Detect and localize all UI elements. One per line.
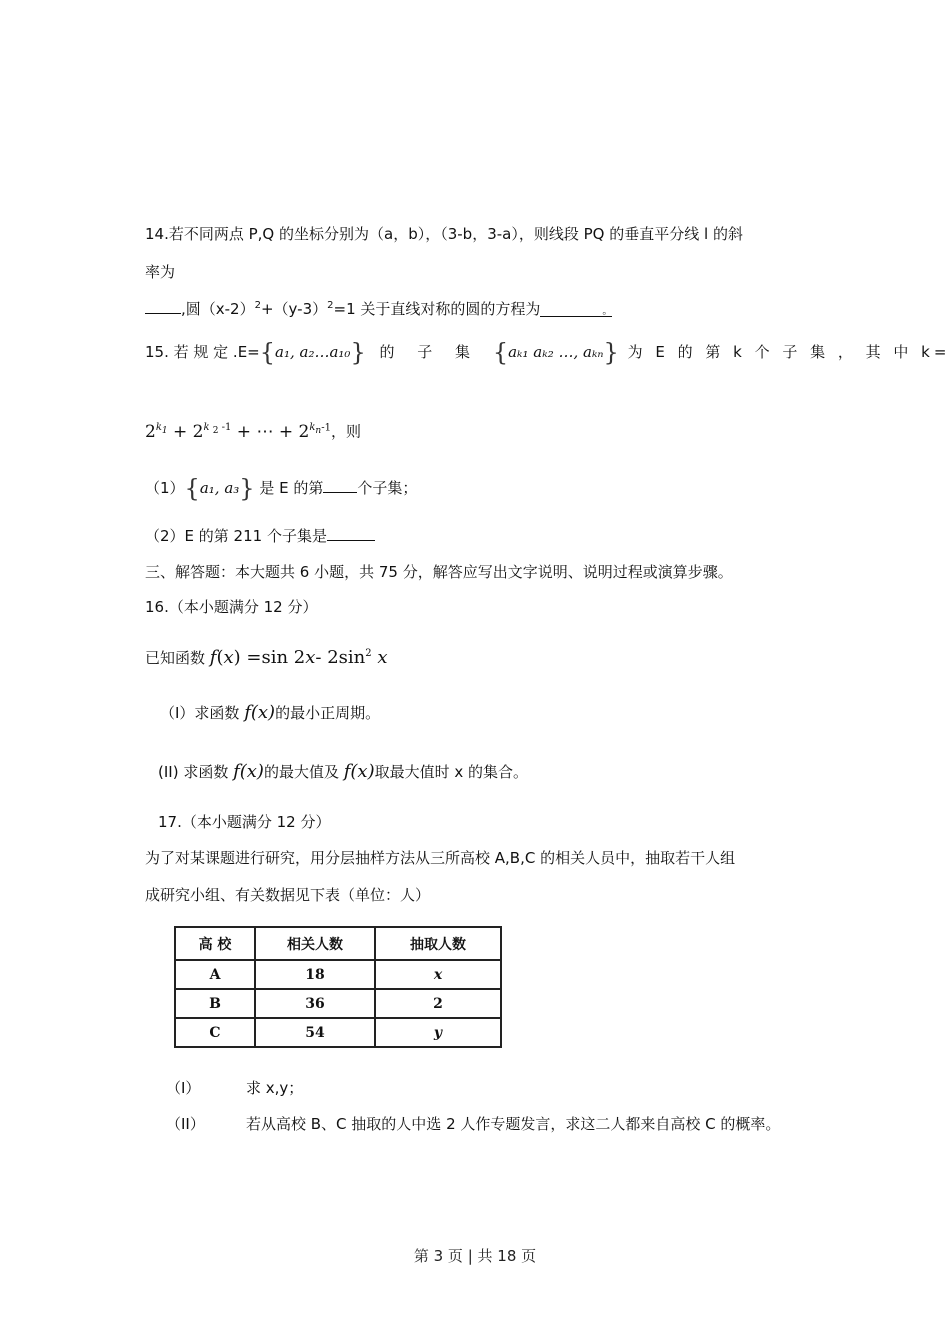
table-header: 抽取人数 [375, 927, 501, 960]
part2-text: 的最大值及 [263, 763, 344, 781]
right-brace-icon: } [603, 338, 619, 367]
part-label: （1） [145, 479, 185, 497]
superscript: 2 [327, 300, 334, 311]
period: 。 [602, 306, 613, 317]
left-brace-icon: { [259, 338, 276, 367]
answer-blank [145, 299, 181, 314]
page-footer: 第 3 页 | 共 18 页 [413, 1247, 537, 1265]
table-row [175, 960, 501, 989]
part1-text: 是 E 的第 [254, 479, 324, 497]
section-heading: 三、解答题：本大题共 6 小题，共 75 分，解答应写出文字说明、说明过程或演算步骤。 [145, 563, 733, 581]
q15-mid: 的 子 集 [365, 343, 493, 361]
q14-text: +（y-3） [260, 300, 328, 318]
part1-text: 求 x,y； [246, 1079, 304, 1097]
table-cell: 2 [375, 989, 501, 1018]
q15-prefix: 15. 若 规 定 .E= [145, 343, 260, 361]
q17-part1 [166, 1078, 303, 1098]
table-cell: 36 [255, 989, 375, 1018]
q14-text: ,圆（x-2） [181, 300, 255, 318]
superscript: 2 [254, 300, 261, 311]
table-cell: A [175, 960, 255, 989]
part-label: （I）求函数 [160, 704, 245, 722]
table-header: 高 校 [175, 927, 255, 960]
q16-part1 [160, 703, 380, 723]
part2-text: 若从高校 B、C 抽取的人中选 2 人作专题发言，求这二人都来自高校 C 的概率。 [246, 1115, 781, 1133]
q17-body-line2: 成研究小组、有关数据见下表（单位：人） [145, 886, 431, 904]
q17-part2 [166, 1114, 780, 1134]
set-e: a₁, a₂…a₁₀ [275, 343, 351, 361]
q14-line2: 率为 [145, 263, 176, 281]
q16-part2 [158, 762, 528, 782]
q15-formula [145, 418, 361, 442]
fx: f(x) [343, 761, 375, 782]
table-cell: y [375, 1018, 501, 1047]
table-row [175, 989, 501, 1018]
part2-text: （2）E 的第 211 个子集是 [145, 527, 327, 545]
answer-blank [327, 526, 375, 541]
part1-text: 的最小正周期。 [275, 704, 381, 722]
part-label: (II) 求函数 [158, 763, 234, 781]
given-prefix: 已知函数 [145, 649, 210, 667]
q15-part2 [145, 526, 375, 546]
q15-suffix: 为 E 的 第 k 个 子 集 ， 其 中 k= [618, 343, 950, 361]
formula: $2^{k_1} + 2^{k _2 -1}$ + ⋯ + $2^{k_n-1}$ [145, 421, 331, 442]
table-header: 相关人数 [255, 927, 375, 960]
table-cell: 18 [255, 960, 375, 989]
fx: f(x) [233, 761, 264, 782]
q17-title: 17.（本小题满分 12 分） [158, 813, 331, 831]
part1-text: 个子集； [357, 479, 418, 497]
formula-tail: ，则 [330, 422, 361, 441]
left-brace-icon: { [492, 338, 509, 367]
q16-title: 16.（本小题满分 12 分） [145, 598, 318, 616]
table-row [175, 1018, 501, 1047]
q16-given: 已知函数 f(x) =sin 2x- $2\sin^2$ x [145, 647, 388, 668]
table-cell: 54 [255, 1018, 375, 1047]
q15-part1 [145, 474, 418, 503]
right-brace-icon: } [239, 474, 255, 503]
table-cell: C [175, 1018, 255, 1047]
q17-body-line1: 为了对某课题进行研究，用分层抽样方法从三所高校 A,B,C 的相关人员中，抽取若干人组 [145, 849, 736, 867]
function-formula: f [209, 647, 217, 668]
part-label: （II） [166, 1115, 205, 1133]
q15-line1 [145, 338, 950, 367]
part2-text: 取最大值时 x 的集合。 [374, 763, 529, 781]
right-brace-icon: } [350, 338, 366, 367]
answer-blank [323, 478, 357, 493]
answer-blank [540, 302, 612, 317]
fx: f(x) [244, 702, 276, 723]
q14-line3 [145, 296, 612, 319]
table-header-row [175, 927, 501, 960]
left-brace-icon: { [184, 474, 200, 503]
table-cell: B [175, 989, 255, 1018]
q14-text: =1 关于直线对称的圆的方程为 [333, 300, 541, 318]
table-cell: x [375, 960, 501, 989]
part-label: （I） [166, 1079, 201, 1097]
subset: aₖ₁ aₖ₂ …, aₖₙ [508, 343, 604, 361]
q14-line1: 14.若不同两点 P,Q 的坐标分别为（a，b），（3-b，3-a），则线段 PQ 的垂直平分线 l 的斜 [145, 225, 743, 243]
subset-a1-a3: a₁, a₃ [199, 479, 240, 497]
data-table [174, 926, 502, 1048]
